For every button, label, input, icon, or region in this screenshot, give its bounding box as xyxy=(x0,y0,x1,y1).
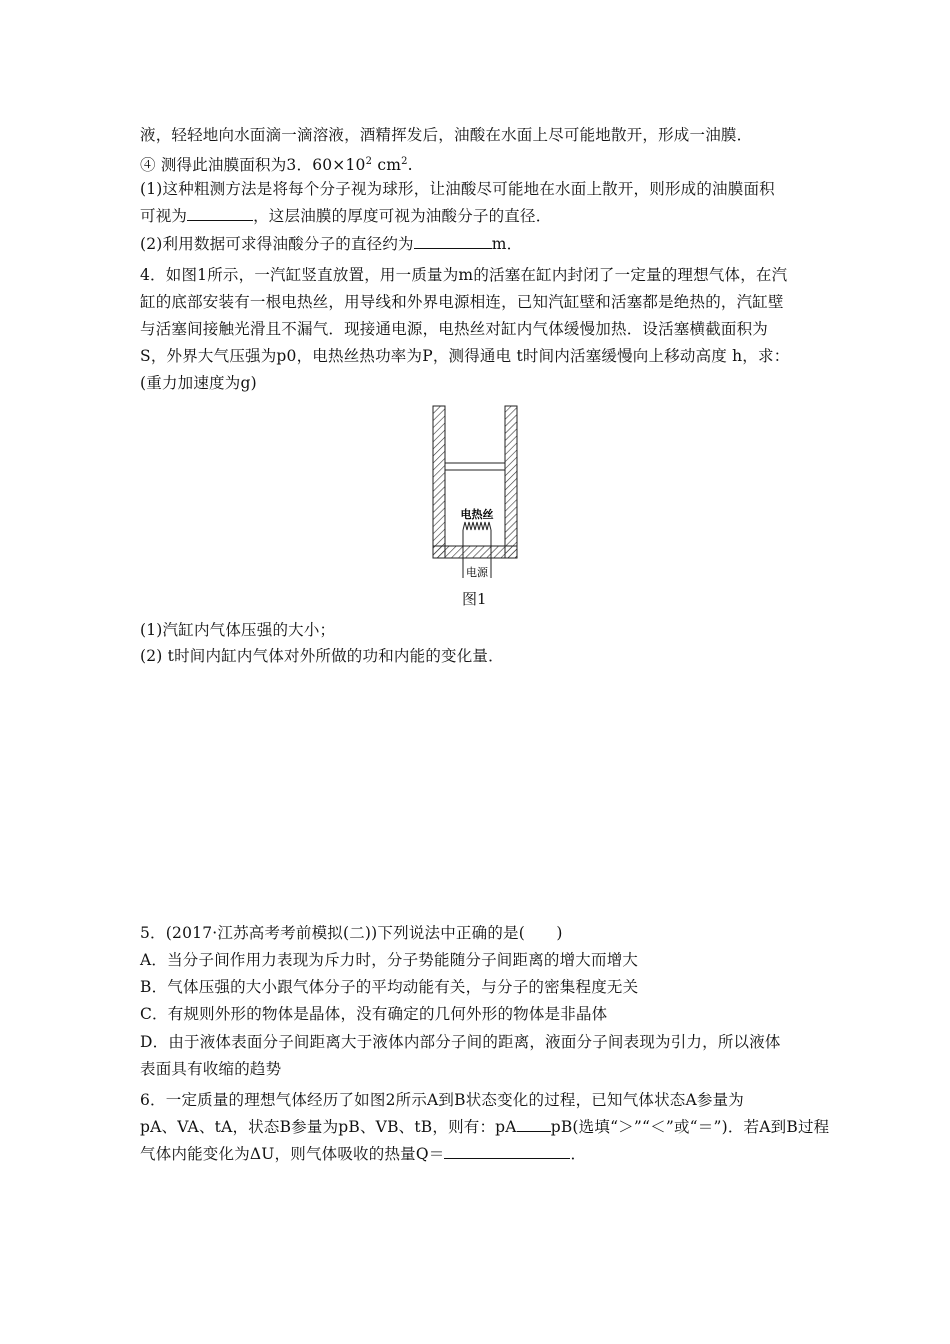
answer-blank-comparison[interactable] xyxy=(517,1117,551,1132)
exponent: 2 xyxy=(365,156,373,167)
unit-exponent: 2 xyxy=(401,156,408,167)
cylinder-right-wall xyxy=(505,406,517,558)
question-1-line-1: (1)这种粗测方法是将每个分子视为球形，让油酸尽可能地在水面上散开，则形成的油膜面积 xyxy=(140,180,775,198)
cylinder-figure xyxy=(425,400,525,590)
answer-blank-2[interactable] xyxy=(414,234,492,249)
text-line-film-area xyxy=(140,151,820,176)
question-5-stem: 5．(2017·江苏高考考前模拟(二))下列说法中正确的是( ) xyxy=(140,924,563,942)
question-6-line-2 xyxy=(140,1116,830,1138)
q1-text-before: 可视为 xyxy=(140,207,188,225)
option-c: C．有规则外形的物体是晶体，没有确定的几何外形的物体是非晶体 xyxy=(140,1005,608,1023)
question-4-sub-2: (2) t时间内缸内气体对外所做的功和内能的变化量． xyxy=(140,647,504,665)
unit-text: cm xyxy=(372,156,402,175)
q6-period: ． xyxy=(570,1145,587,1163)
piston xyxy=(445,463,505,470)
option-a: A．当分子间作用力表现为斥力时，分子势能随分子间距离的增大而增大 xyxy=(140,951,639,969)
question-4-line-3: 与活塞间接触光滑且不漏气．现接通电源，电热丝对缸内气体缓慢加热．设活塞横截面积为 xyxy=(140,320,769,338)
cylinder-bottom xyxy=(433,546,517,558)
question-1-line-2 xyxy=(140,205,820,227)
option-b: B．气体压强的大小跟气体分子的平均动能有关，与分子的密集程度无关 xyxy=(140,978,639,996)
question-4-line-1: 4．如图1所示，一汽缸竖直放置，用一质量为m的活塞在缸内封闭了一定量的理想气体，在汽 xyxy=(140,266,788,284)
answer-blank-heat[interactable] xyxy=(444,1144,570,1159)
question-4-line-4: S，外界大气压强为p0，电热丝热功率为P，测得通电 t时间内活塞缓慢向上移动高度 h，求： xyxy=(140,347,790,365)
question-2-line xyxy=(140,233,820,255)
q6-heat-text: 气体内能变化为ΔU，则气体吸收的热量Q＝ xyxy=(140,1145,445,1163)
power-source-label: 电源 xyxy=(466,566,488,579)
question-6-line-3 xyxy=(140,1143,820,1165)
question-4-line-2: 缸的底部安装有一根电热丝，用导线和外界电源相连，已知汽缸壁和活塞都是绝热的，汽缸壁 xyxy=(140,293,784,311)
heater-wire xyxy=(463,522,491,530)
q6-text-before: pA、VA、tA，状态B参量为pB、VB、tB，则有：pA xyxy=(140,1118,517,1136)
question-4-sub-1: (1)汽缸内气体压强的大小； xyxy=(140,621,336,639)
question-6-line-1: 6．一定质量的理想气体经历了如图2所示A到B状态变化的过程，已知气体状态A参量为 xyxy=(140,1091,745,1109)
q1-text-after: ，这层油膜的厚度可视为油酸分子的直径． xyxy=(253,207,552,225)
q6-text-after: pB(选填“＞”“＜”或“＝”)．若A到B过程 xyxy=(550,1118,830,1136)
q2-text-after: m． xyxy=(491,235,523,253)
answer-blank-1[interactable] xyxy=(187,206,253,221)
text-line-oil-drop: 液，轻轻地向水面滴一滴溶液，酒精挥发后，油酸在水面上尽可能地散开，形成一油膜． xyxy=(140,126,753,144)
figure-caption: 图1 xyxy=(462,590,487,608)
option-d-line-1: D．由于液体表面分子间距离大于液体内部分子间的距离，液面分子间表现为引力，所以液体 xyxy=(140,1033,781,1051)
heater-label: 电热丝 xyxy=(460,508,494,521)
period: . xyxy=(407,156,413,175)
film-area-text: ④ 测得此油膜面积为3．60×10 xyxy=(140,156,366,175)
option-d-line-2: 表面具有收缩的趋势 xyxy=(140,1060,282,1078)
question-4-line-5: (重力加速度为g) xyxy=(140,374,257,392)
cylinder-left-wall xyxy=(433,406,445,558)
q2-text-before: (2)利用数据可求得油酸分子的直径约为 xyxy=(140,235,414,253)
